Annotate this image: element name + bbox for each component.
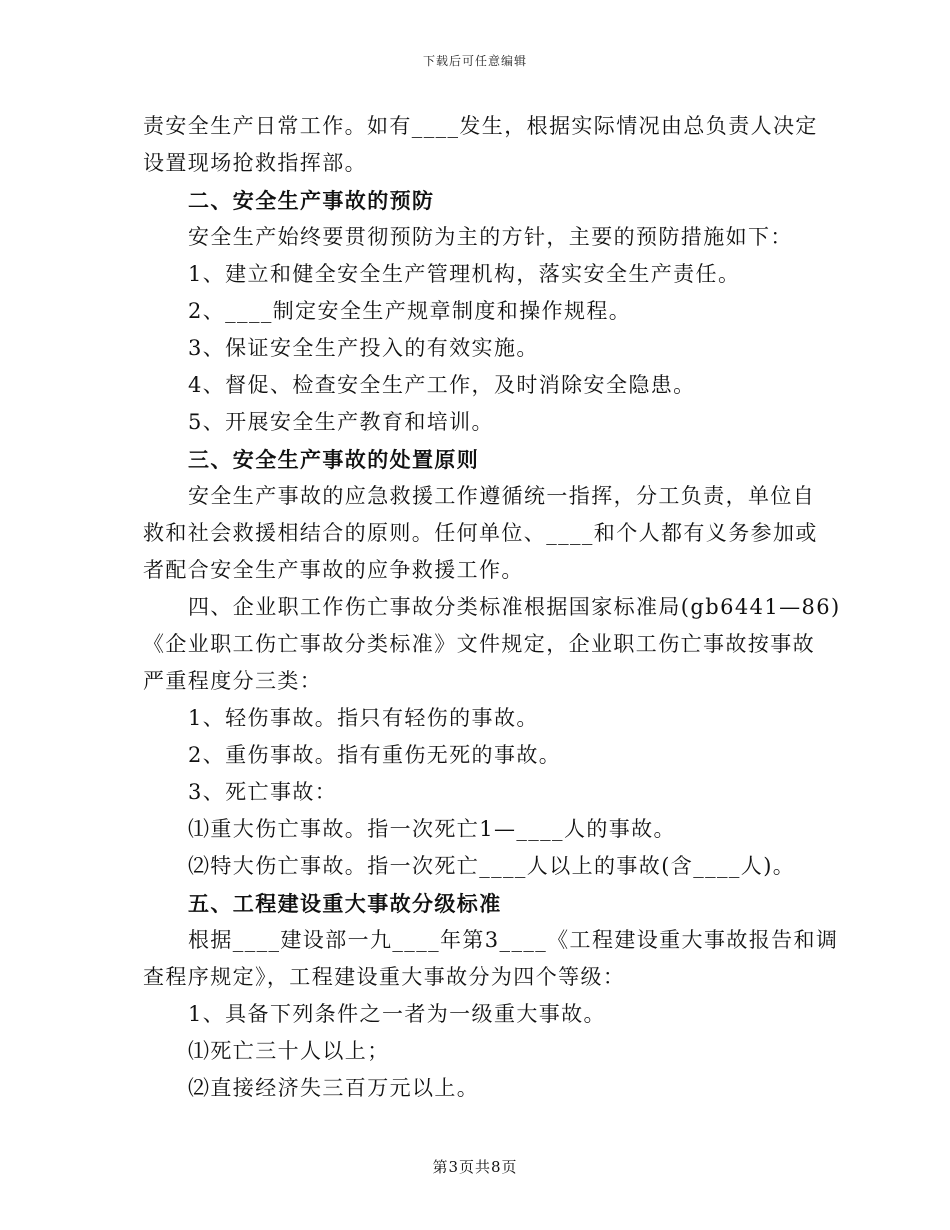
text-line: 安全生产始终要贯彻预防为主的方针，主要的预防措施如下： <box>188 225 793 249</box>
text-line: ⑴死亡三十人以上； <box>188 1039 390 1063</box>
text-line: 5、开展安全生产教育和培训。 <box>188 410 494 434</box>
text-line: 四、企业职工作伤亡事故分类标准根据国家标准局(gb6441—86) <box>188 595 841 619</box>
text-line: 1、具备下列条件之一者为一级重大事故。 <box>188 1002 606 1026</box>
text-line: 1、轻伤事故。指只有轻伤的事故。 <box>188 706 539 730</box>
text-line: 3、保证安全生产投入的有效实施。 <box>188 336 539 360</box>
text-line: 责安全生产日常工作。如有____发生，根据实际情况由总负责人决定 <box>143 114 818 138</box>
text-line: 2、重伤事故。指有重伤无死的事故。 <box>188 743 562 767</box>
page-header: 下载后可任意编辑 <box>422 54 527 68</box>
text-line: 查程序规定》，工程建设重大事故分为四个等级： <box>143 965 626 989</box>
text-line: 严重程度分三类： <box>143 669 323 693</box>
page-footer: 第3页共8页 <box>432 1158 518 1176</box>
text-line: 4、督促、检查安全生产工作，及时消除安全隐患。 <box>188 373 696 397</box>
text-line: 《企业职工伤亡事故分类标准》文件规定，企业职工伤亡事故按事故 <box>143 632 815 656</box>
text-line: 1、建立和健全安全生产管理机构，落实安全生产责任。 <box>188 262 741 286</box>
section-heading: 三、安全生产事故的处置原则 <box>188 447 480 472</box>
text-line: 2、____制定安全生产规章制度和操作规程。 <box>188 299 632 323</box>
text-line: 救和社会救援相结合的原则。任何单位、____和个人都有义务参加或 <box>143 521 818 545</box>
text-line: 3、死亡事故： <box>188 780 338 804</box>
text-line: 设置现场抢救指挥部。 <box>143 151 367 175</box>
text-line: 安全生产事故的应急救援工作遵循统一指挥，分工负责，单位自 <box>188 484 816 508</box>
section-heading: 二、安全生产事故的预防 <box>188 188 435 213</box>
section-heading: 五、工程建设重大事故分级标准 <box>188 891 502 916</box>
text-line: 者配合安全生产事故的应争救援工作。 <box>143 558 524 582</box>
text-line: ⑵直接经济失三百万元以上。 <box>188 1076 480 1100</box>
document-body <box>143 108 841 1107</box>
text-line: 根据____建设部一九____年第3____《工程建设重大事故报告和调 <box>188 928 839 952</box>
text-line: ⑴重大伤亡事故。指一次死亡1—____人的事故。 <box>188 817 676 841</box>
text-line: ⑵特大伤亡事故。指一次死亡____人以上的事故(含____人)。 <box>188 854 796 878</box>
